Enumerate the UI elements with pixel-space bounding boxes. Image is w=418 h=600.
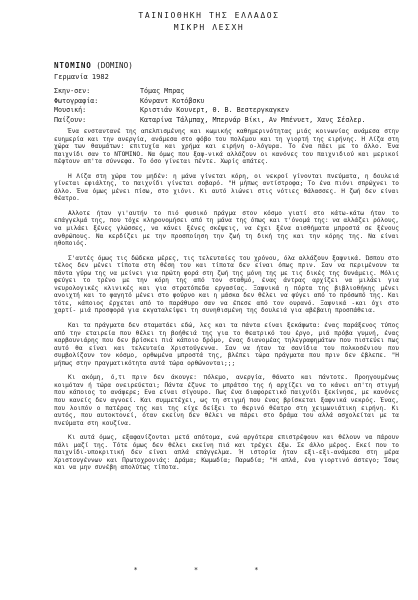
closing-stars: * * * — [133, 566, 285, 574]
film-title-greek: ΝΤΟΜΙΝΟ — [54, 61, 92, 70]
film-country-year: Γερμανία 1982 — [54, 73, 109, 81]
paragraph: Η Λίζα στη χώρα του μηδέν: η μάνα γίνεται κόρη, οι νεκροί γίνονται πνεύματα, η δουλειά γίνεται εφιάλτης, το παιχνίδι γίνεται σοβαρό. "Η μήπως αντίστροφα; Το ένα πιόνι σπρώχνει το άλλο. Ένα όμως μένει πίσω, στο χιόνι. Κι αυτό λιώνει στις νότιες θάλασσες. Η ζωή δεν είναι θέατρο. — [54, 172, 399, 203]
credit-name: Καταρίνα Τάλμπαχ, Μπερνάρ Βίκι, Αν Μπένυετ, Χανς Σέσλερ. — [140, 115, 366, 124]
credit-row — [54, 106, 365, 116]
paragraph: Κι ακόμη, ό,τι πριν δεν άκουγε: πόλεμο, ανεργία, θάνατο και πάντοτε. Προηγουμένως κοιμόταν ή τώρα ονειρεύεται; Πάντα έζυνε το μπράτσο της ή αρχίζει να το κάνει απ'τη στιγμή που κάποιος το ανάφερε; Ενα είναι σίγουρο. Πως ένα διαφορετικό παιχνίδι ξεκίνησε, με κανόνες που κανείς δεν αγνοεί. Και συμμετέχει, ως τη στιγμή που ένας βρίσκεται ξαφνικά νεκρός. Ένας, που λοιπόν ο πατέρας της και της είχε δείξει το θερινό θέατρο στη χειμωνιάτικη ειρήνη. Κι αυτός, που αυτοκτονεί, όταν εκείνη δεν θέλει να πάρει στο δράμα του αλλά ασχολείται με τα πνεύματα στη κουζίνα. — [54, 374, 399, 427]
credit-name: Τόμας Μπρας — [140, 87, 185, 95]
credit-row — [54, 116, 365, 126]
film-title-original: (DOMINO) — [96, 61, 133, 70]
paragraph: Κι αυτά όμως, εξαφανίζονται μετά απότομα, ενώ αργότερα επιστρέφουν και θέλουν να πάρουν πάλι μαζί της. Τότε όμως δεν θέλει εκείνη πιά και τρέχει έξω. Σε άλλο μέρος. Εκεί που το παιχνίδι-υποκριτική δεν είναι απλά επάγγελμα. Ή ιστορία ήταν εξι-εξι-ανάμεσα στη μέρα Χριστουγέννων και Πρωτοχρονιάς: Δράμα; Κωμωδία; Παρωδία; "Η απλά, ένα γιορτινό άστεγο; Ίσως και να μην συνέβη απολύτως τίποτα. — [54, 434, 399, 472]
paragraph: Σ'αυτές όμως τις δώδεκα μέρες, τις τελευταίες του χρόνου, όλα αλλάζουν ξαφνικά. Ώσπου στο τέλος δεν μένει τίποτα στη θέση του και τίποτα δεν είναι όπως πριν. Σαν να περιμένουν τα πάντα γύρω της να μείνει για πρώτη φορά στη ζωή της μόνη της με τις δικές της δυνάμεις. Μόλις φεύγει το τρένο με την κόρη της από τον σταθμό, ένας άντρας αρχίζει να μιλάει για νευρολογικές κλινικές και για στρατόπεδα εργασίας. Ξαφνικά η πόρτα της βιβλιοθήκης μένει ανοιχτή και το φαγητό μένει στο φούρνο και η μάσκα δεν θέλει να φύγει από το πρόσωπό της. Και τότε, κάποιος έρχεται από το παράθυρο σαν να έπεσε από τον ουρανό. Ξαφνικά -και όχι στο χαρτί- μιά προσφορά για εκγαταλείψει τη συνηθισμένη της δουλειά για αβέβαιη προσπάθεια. — [54, 254, 399, 315]
club-name: ΜΙΚΡΗ ΛΕΣΧΗ — [173, 23, 245, 32]
credit-role: Σκην-σεν: — [54, 87, 91, 95]
credits-list — [54, 87, 365, 125]
credit-row — [54, 97, 365, 107]
synopsis-text — [54, 128, 399, 479]
paragraph: Αλλοτε ήταν γι'αυτήν το πιό φυσικό πράγμα στον κόσμο γιατί στο κάτω-κάτω ήταν το επάγγελμά της, που τόχε κληρονομήσει από τη μάνα της όπως και τ'όνομά της: να αλλάζει ρόλους, να μιλάει ξένες γλώσσες, να κάνει ξένες σκέψεις, να έχει ξένα αισθήματα μπροστά σε ξένους ανθρώπους. Να κερδίζει με την προσποίηση την ζωή τη δική της και την κόρης της. Να είναι ηθοποιός. — [54, 209, 399, 248]
credit-role: Παίζουν: — [54, 115, 87, 124]
film-title — [54, 61, 133, 70]
paragraph: Και τα πράγματα δεν σταματάει εδώ, λες και τα πάντα είναι ξεκάφωτα: ένας παράξενος τύπος από την εταιρεία που θέλει τη βοήθειά της για το θεατρικό του έργο, μιά πρόβα γυμνή, ένας καρβουνιάρης που δεν βρίσκει πιά κάποιο δρόμο, ένας διανομέας τηλεγραφημάτων που πιστεύει πως αυτό θα είναι και τελευταία Χριστούγεννα. Σαν να ήταν τα σανίδια του πολκοσένιου που συμβολίζουν τον κόσμο, ορθωμένα μπροστά της, βλέπει τώρα πράγματα που πριν δεν έβλεπε. "Η μήπως στην πραγματικότητα αυτά τώρα ορθώνονται;;; — [54, 322, 399, 367]
credit-role: Φωτογραφία: — [54, 96, 99, 105]
credit-name: Κόνραντ Κοτόβσκυ — [140, 96, 205, 105]
paragraph: Ένα ενσταντανέ της απελπισμένης και κωμικής καθημερινότητας μιάς κοινωνίας ανάμεσα στην ευημερία και την ανεργία, ανάμεσα στο φόβο του πολέμου και τη γιορτή της ειρήνης. Η Λίζα στη χώρα των θαυμάτων: επιτυχία και χρήμα και ειρήνη ο-λόγυρα. Το ένα πάει με το άλλο. Ένα παιχνίδι σαν το ΝΤΟΜΙΝΟ. Να όμως που ξαφ-νικά αλλάζουν οι κανόνες του παιχνιδιού και μερικοί πέφτουν απ'τα σύννεφα. Το όσο γίνεται πέντε. Χωρίς απάτες. — [54, 128, 399, 166]
credit-role: Μουσική: — [54, 106, 87, 115]
credit-row — [54, 87, 365, 97]
credit-name: Κριστιάν Κουνερτ, Θ. Β. Βεστεργκαγκεν — [140, 106, 289, 115]
archive-name: ΤΑΙΝΙΟΘΗΚΗ ΤΗΣ ΕΛΛΑΔΟΣ — [138, 11, 280, 20]
